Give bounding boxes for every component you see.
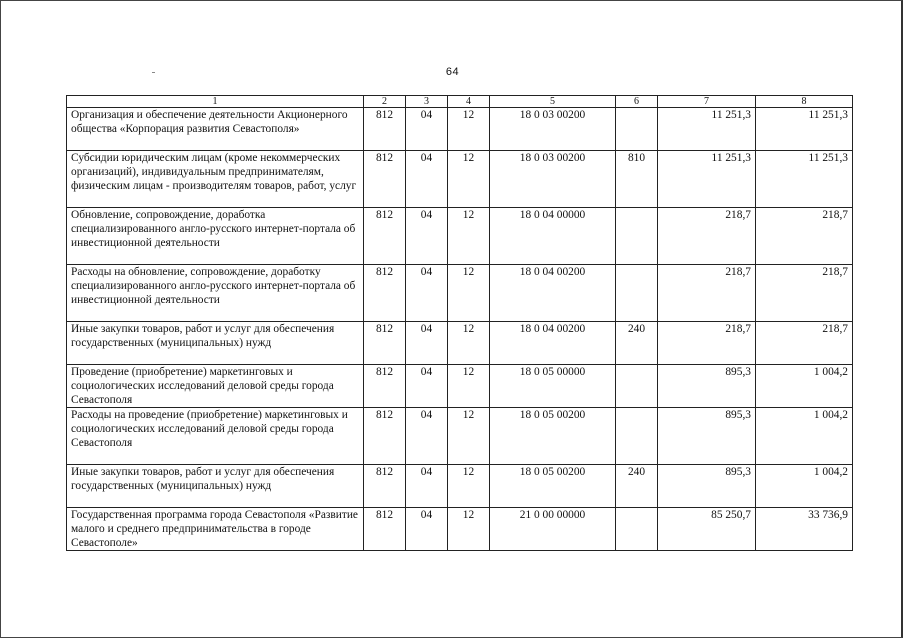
row-name: Субсидии юридическим лицам (кроме некоммерческих организаций), индивидуальным предпринимателям, физическим лицам - производителям товаров, работ, услуг — [67, 151, 364, 208]
row-pr: 12 — [448, 322, 490, 365]
row-vr — [616, 265, 658, 322]
row-vr — [616, 208, 658, 265]
row-sum-1: 11 251,3 — [658, 151, 756, 208]
row-sum-2: 1 004,2 — [756, 465, 853, 508]
table-row — [67, 265, 853, 322]
row-sum-1: 895,3 — [658, 365, 756, 408]
row-ved: 812 — [364, 322, 406, 365]
budget-table — [66, 95, 853, 551]
row-rz: 04 — [406, 322, 448, 365]
row-name: Иные закупки товаров, работ и услуг для обеспечения государственных (муниципальных) нужд — [67, 465, 364, 508]
row-pr: 12 — [448, 408, 490, 465]
col-header-5: 5 — [490, 96, 616, 108]
row-sum-1: 85 250,7 — [658, 508, 756, 551]
table-row — [67, 365, 853, 408]
row-name: Проведение (приобретение) маркетинговых и социологических исследований деловой среды города Севастополя — [67, 365, 364, 408]
row-csr: 18 0 04 00200 — [490, 322, 616, 365]
row-rz: 04 — [406, 265, 448, 322]
row-ved: 812 — [364, 208, 406, 265]
row-sum-2: 11 251,3 — [756, 151, 853, 208]
row-vr: 240 — [616, 465, 658, 508]
row-name: Расходы на обновление, сопровождение, доработку специализированного англо-русского интернет-портала об инвестиционной деятельности — [67, 265, 364, 322]
table-row — [67, 208, 853, 265]
row-rz: 04 — [406, 408, 448, 465]
row-csr: 18 0 04 00000 — [490, 208, 616, 265]
row-ved: 812 — [364, 365, 406, 408]
col-header-1: 1 — [67, 96, 364, 108]
row-pr: 12 — [448, 365, 490, 408]
col-header-8: 8 — [756, 96, 853, 108]
row-vr — [616, 365, 658, 408]
table-row — [67, 508, 853, 551]
row-sum-2: 33 736,9 — [756, 508, 853, 551]
row-rz: 04 — [406, 151, 448, 208]
row-csr: 18 0 03 00200 — [490, 108, 616, 151]
col-header-2: 2 — [364, 96, 406, 108]
table-row — [67, 408, 853, 465]
row-sum-2: 1 004,2 — [756, 365, 853, 408]
row-rz: 04 — [406, 508, 448, 551]
row-sum-1: 11 251,3 — [658, 108, 756, 151]
col-header-3: 3 — [406, 96, 448, 108]
row-rz: 04 — [406, 465, 448, 508]
row-ved: 812 — [364, 465, 406, 508]
row-name: Государственная программа города Севастополя «Развитие малого и среднего предпринимательства в городе Севастополе» — [67, 508, 364, 551]
table-row — [67, 108, 853, 151]
col-header-7: 7 — [658, 96, 756, 108]
row-sum-2: 11 251,3 — [756, 108, 853, 151]
row-csr: 18 0 05 00200 — [490, 408, 616, 465]
row-ved: 812 — [364, 508, 406, 551]
row-name: Обновление, сопровождение, доработка специализированного англо-русского интернет-портала об инвестиционной деятельности — [67, 208, 364, 265]
row-sum-1: 218,7 — [658, 322, 756, 365]
row-sum-1: 218,7 — [658, 265, 756, 322]
row-ved: 812 — [364, 265, 406, 322]
row-pr: 12 — [448, 208, 490, 265]
row-ved: 812 — [364, 151, 406, 208]
row-pr: 12 — [448, 465, 490, 508]
row-csr: 21 0 00 00000 — [490, 508, 616, 551]
row-name: Организация и обеспечение деятельности Акционерного общества «Корпорация развития Севастополя» — [67, 108, 364, 151]
row-vr — [616, 508, 658, 551]
row-vr: 810 — [616, 151, 658, 208]
row-vr — [616, 108, 658, 151]
row-pr: 12 — [448, 108, 490, 151]
row-csr: 18 0 05 00000 — [490, 365, 616, 408]
row-ved: 812 — [364, 108, 406, 151]
row-sum-2: 1 004,2 — [756, 408, 853, 465]
table-row — [67, 322, 853, 365]
row-csr: 18 0 03 00200 — [490, 151, 616, 208]
row-rz: 04 — [406, 365, 448, 408]
row-sum-2: 218,7 — [756, 322, 853, 365]
row-sum-1: 895,3 — [658, 465, 756, 508]
row-csr: 18 0 05 00200 — [490, 465, 616, 508]
table-row — [67, 465, 853, 508]
page-number: 64 — [445, 66, 460, 78]
row-name: Расходы на проведение (приобретение) маркетинговых и социологических исследований деловой среды города Севастополя — [67, 408, 364, 465]
row-ved: 812 — [364, 408, 406, 465]
row-sum-1: 218,7 — [658, 208, 756, 265]
col-header-4: 4 — [448, 96, 490, 108]
row-vr: 240 — [616, 322, 658, 365]
row-sum-1: 895,3 — [658, 408, 756, 465]
row-rz: 04 — [406, 108, 448, 151]
header-row — [67, 96, 853, 108]
table-row — [67, 151, 853, 208]
row-rz: 04 — [406, 208, 448, 265]
row-vr — [616, 408, 658, 465]
row-sum-2: 218,7 — [756, 265, 853, 322]
row-csr: 18 0 04 00200 — [490, 265, 616, 322]
row-sum-2: 218,7 — [756, 208, 853, 265]
col-header-6: 6 — [616, 96, 658, 108]
row-name: Иные закупки товаров, работ и услуг для обеспечения государственных (муниципальных) нужд — [67, 322, 364, 365]
row-pr: 12 — [448, 151, 490, 208]
row-pr: 12 — [448, 265, 490, 322]
row-pr: 12 — [448, 508, 490, 551]
